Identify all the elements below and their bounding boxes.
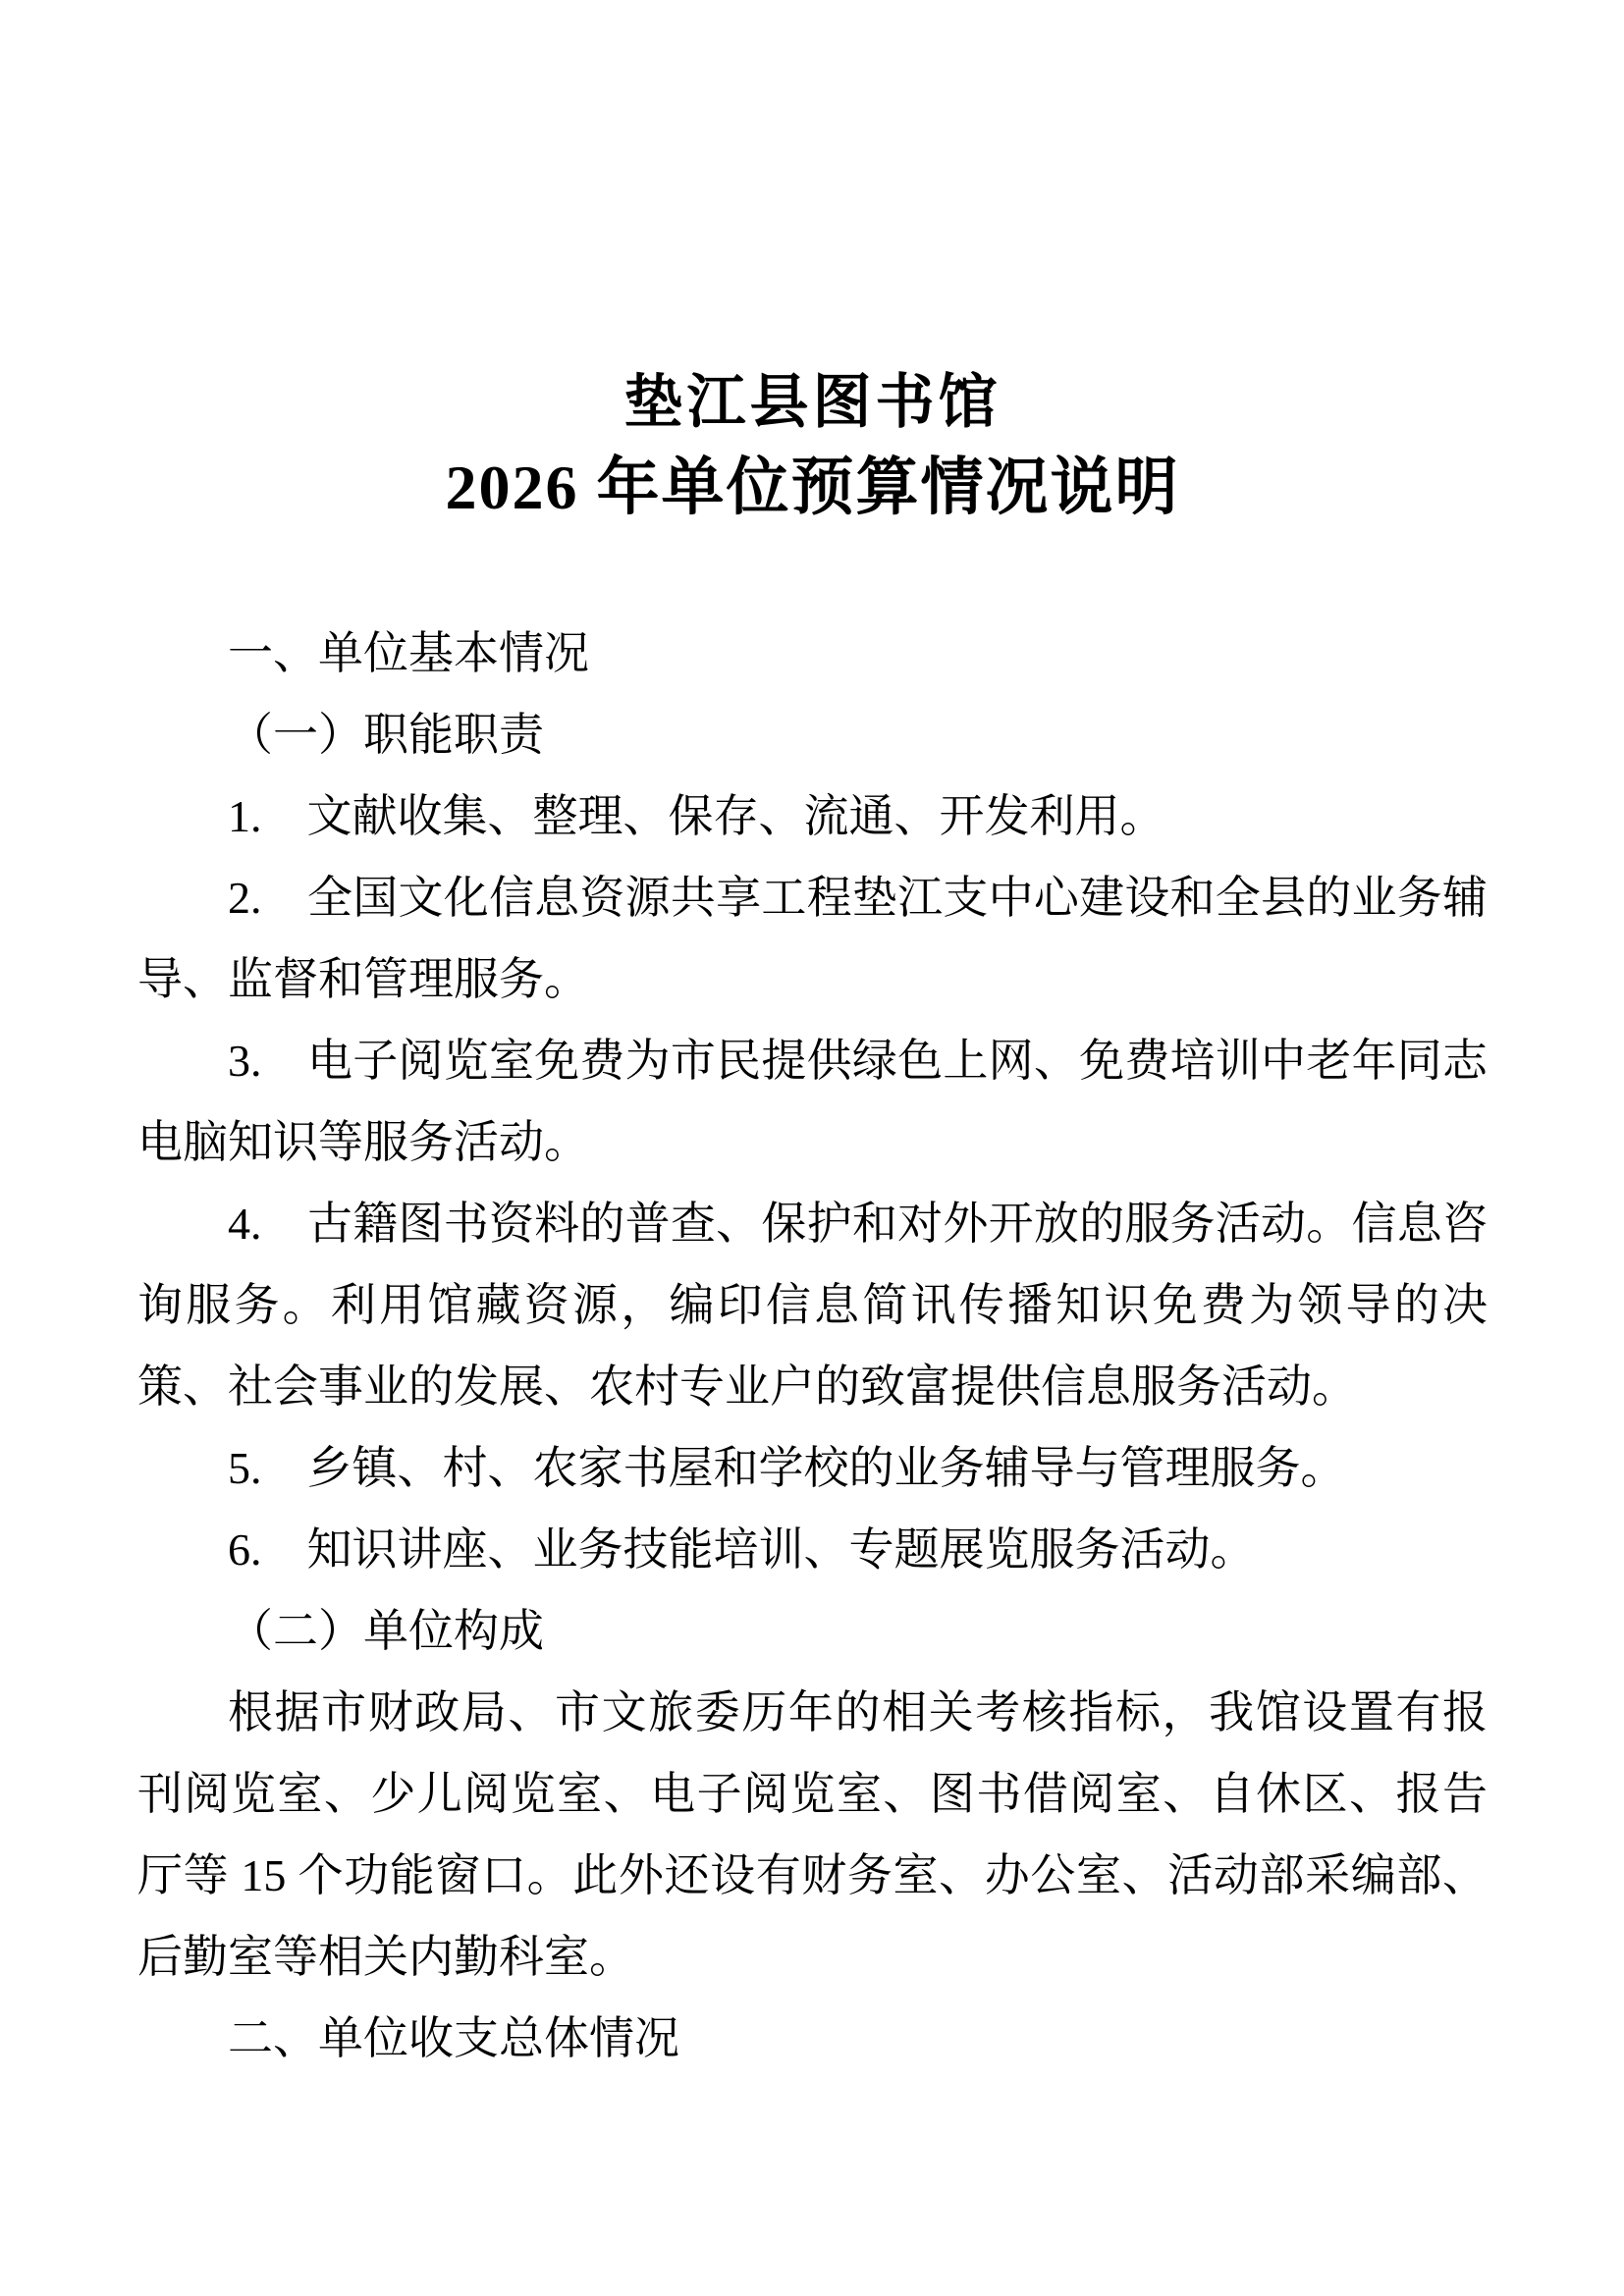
- subsection-heading-1-2: （二）单位构成: [228, 1606, 544, 1656]
- body-paragraph-unit-composition: 根据市财政局、市文旅委历年的相关考核指标，我馆设置有报刊阅览室、少儿阅览室、电子阅览室、图书借阅室、自休区、报告厅等 15 个功能窗口。此外还设有财务室、办公室、活动部采编部、后勤室等相关内勤科室。: [137, 1687, 1488, 1982]
- document-body: [137, 613, 1488, 2079]
- list-item-4: 4. 古籍图书资料的普查、保护和对外开放的服务活动。信息咨询服务。利用馆藏资源，编印信息简讯传播知识免费为领导的决策、社会事业的发展、农村专业户的致富提供信息服务活动。: [137, 1199, 1488, 1412]
- document-title-line2: 2026 年单位预算情况说明: [445, 453, 1180, 522]
- document-title-block: [137, 0, 1488, 534]
- list-item-5: 5. 乡镇、村、农家书屋和学校的业务辅导与管理服务。: [228, 1443, 1346, 1493]
- list-item-3: 3. 电子阅览室免费为市民提供绿色上网、免费培训中老年同志电脑知识等服务活动。: [137, 1036, 1488, 1167]
- list-item-2: 2. 全国文化信息资源共享工程垫江支中心建设和全县的业务辅导、监督和管理服务。: [137, 873, 1488, 1004]
- list-item-1: 1. 文献收集、整理、保存、流通、开发利用。: [228, 791, 1165, 841]
- document-title-line1: 垫江县图书馆: [623, 370, 1001, 435]
- section-heading-2: 二、单位收支总体情况: [228, 2013, 679, 2063]
- section-heading-1: 一、单位基本情况: [228, 628, 589, 678]
- subsection-heading-1-1: （一）职能职责: [228, 710, 544, 760]
- list-item-6: 6. 知识讲座、业务技能培训、专题展览服务活动。: [228, 1524, 1256, 1575]
